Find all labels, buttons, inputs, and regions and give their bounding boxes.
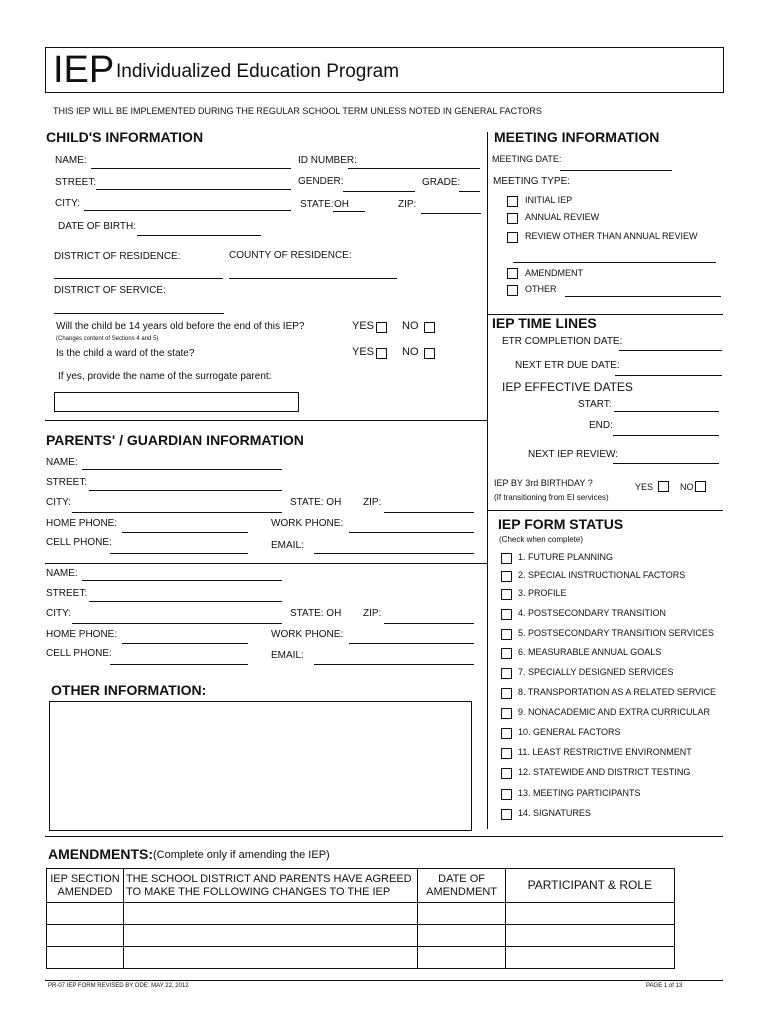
form-status-note: (Check when complete) xyxy=(499,535,584,544)
parent2-work-label: WORK PHONE: xyxy=(271,629,344,640)
status-item-label: 11. LEAST RESTRICTIVE ENVIRONMENT xyxy=(518,747,692,757)
next-etr-field[interactable] xyxy=(615,375,722,376)
parent2-home-label: HOME PHONE: xyxy=(46,629,118,640)
status-checkbox[interactable] xyxy=(501,789,512,800)
amendments-note: (Complete only if amending the IEP) xyxy=(153,849,330,861)
page-title: Individualized Education Program xyxy=(116,61,400,82)
col-date: DATE OF AMENDMENT xyxy=(418,869,505,903)
age14-yes-label: YES xyxy=(352,320,375,332)
column-divider xyxy=(487,132,488,829)
table-cell[interactable] xyxy=(418,903,505,925)
status-checkbox[interactable] xyxy=(501,688,512,699)
age14-note: (Changes content of Sections 4 and 5) xyxy=(56,336,159,342)
district-service-label: DISTRICT OF SERVICE: xyxy=(54,285,166,296)
dob-label: DATE OF BIRTH: xyxy=(58,221,136,232)
etr-completion-label: ETR COMPLETION DATE: xyxy=(502,336,623,347)
etr-completion-field[interactable] xyxy=(619,350,722,351)
parent1-zip-label: ZIP: xyxy=(363,497,382,508)
other-info-heading: OTHER INFORMATION: xyxy=(51,682,207,698)
parent2-street-field[interactable] xyxy=(89,601,282,602)
iep-logo-text: IEP xyxy=(53,49,115,91)
review-other-checkbox[interactable] xyxy=(507,232,518,243)
section-divider-bottom xyxy=(45,836,723,837)
section-divider-child xyxy=(45,420,487,421)
child-gender-field[interactable] xyxy=(343,191,415,192)
third-birthday-no-label: NO xyxy=(680,482,694,492)
section-divider-timelines xyxy=(487,510,723,511)
table-cell[interactable] xyxy=(418,925,505,947)
table-cell[interactable] xyxy=(123,925,418,947)
child-gender-label: GENDER: xyxy=(298,176,344,187)
status-item-label: 8. TRANSPORTATION AS A RELATED SERVICE xyxy=(518,687,717,697)
next-review-label: NEXT IEP REVIEW: xyxy=(528,449,619,460)
surrogate-label: If yes, provide the name of the surrogate parent: xyxy=(58,371,272,382)
child-state-field[interactable] xyxy=(333,211,365,212)
implementation-notice: THIS IEP WILL BE IMPLEMENTED DURING THE REGULAR SCHOOL TERM UNLESS NOTED IN GENERAL FACTORS xyxy=(53,106,542,116)
district-service-field[interactable] xyxy=(54,313,224,314)
table-cell[interactable] xyxy=(505,925,674,947)
child-grade-label: GRADE: xyxy=(422,177,461,188)
initial-iep-checkbox[interactable] xyxy=(507,196,518,207)
footer-page-number: PAGE 1 of 13 xyxy=(646,983,683,989)
annual-review-label: ANNUAL REVIEW xyxy=(525,212,600,222)
col-changes: THE SCHOOL DISTRICT AND PARENTS HAVE AGREED TO MAKE THE FOLLOWING CHANGES TO THE IEP xyxy=(123,869,418,903)
child-info-heading: CHILD'S INFORMATION xyxy=(46,129,204,145)
start-field[interactable] xyxy=(614,411,719,412)
child-id-label: ID NUMBER: xyxy=(298,155,357,166)
status-checkbox[interactable] xyxy=(501,668,512,679)
status-checkbox[interactable] xyxy=(501,648,512,659)
status-item-label: 3. PROFILE xyxy=(518,588,567,598)
status-checkbox[interactable] xyxy=(501,629,512,640)
parent1-city-field[interactable] xyxy=(72,512,282,513)
child-id-field[interactable] xyxy=(348,168,480,169)
parent1-home-field[interactable] xyxy=(122,532,248,533)
col-iep-section: IEP SECTION AMENDED xyxy=(47,869,124,903)
third-birthday-yes-checkbox[interactable] xyxy=(658,481,669,492)
parent2-name-field[interactable] xyxy=(82,580,282,581)
parent2-cell-label: CELL PHONE: xyxy=(46,648,112,659)
end-label: END: xyxy=(589,420,613,431)
table-row xyxy=(47,947,675,969)
child-zip-label: ZIP: xyxy=(398,199,417,210)
col-participant: PARTICIPANT & ROLE xyxy=(505,869,674,903)
ward-question: Is the child a ward of the state? xyxy=(56,348,195,359)
footer-rule xyxy=(45,980,723,981)
child-city-field[interactable] xyxy=(84,210,291,211)
review-other-field[interactable] xyxy=(513,262,716,263)
annual-review-checkbox[interactable] xyxy=(507,213,518,224)
age14-yes-checkbox[interactable] xyxy=(376,322,387,333)
surrogate-input[interactable] xyxy=(54,392,299,412)
parent1-street-label: STREET: xyxy=(46,477,88,488)
parent2-city-field[interactable] xyxy=(72,623,282,624)
child-state-value[interactable]: OH xyxy=(334,199,349,210)
parent1-name-label: NAME: xyxy=(46,457,78,468)
other-field[interactable] xyxy=(565,296,721,297)
parent1-work-label: WORK PHONE: xyxy=(271,518,344,529)
meeting-date-label: MEETING DATE: xyxy=(492,154,562,164)
parent2-email-label: EMAIL: xyxy=(271,650,304,661)
child-city-label: CITY: xyxy=(55,198,81,209)
effective-dates-label: IEP EFFECTIVE DATES xyxy=(502,380,633,394)
parent1-cell-field[interactable] xyxy=(110,553,248,554)
status-checkbox[interactable] xyxy=(501,748,512,759)
other-info-textarea[interactable] xyxy=(49,701,472,831)
county-residence-label: COUNTY OF RESIDENCE: xyxy=(229,250,352,261)
table-row xyxy=(47,925,675,947)
status-item-label: 12. STATEWIDE AND DISTRICT TESTING xyxy=(518,767,691,777)
initial-iep-label: INITIAL IEP xyxy=(525,195,573,205)
table-row xyxy=(47,903,675,925)
amendments-heading: AMENDMENTS: xyxy=(48,846,153,862)
age14-no-checkbox[interactable] xyxy=(424,322,435,333)
third-birthday-yes-label: YES xyxy=(635,482,654,492)
ward-yes-checkbox[interactable] xyxy=(376,348,387,359)
meeting-info-heading: MEETING INFORMATION xyxy=(494,129,660,145)
amendment-label: AMENDMENT xyxy=(525,268,583,278)
parents-heading: PARENTS' / GUARDIAN INFORMATION xyxy=(46,432,304,448)
other-label: OTHER xyxy=(525,284,557,294)
other-checkbox[interactable] xyxy=(507,285,518,296)
status-item-label: 1. FUTURE PLANNING xyxy=(518,552,614,562)
parent1-work-field[interactable] xyxy=(349,532,474,533)
ward-no-label: NO xyxy=(402,346,419,358)
table-cell[interactable] xyxy=(505,903,674,925)
parent1-email-field[interactable] xyxy=(314,553,474,554)
parent1-state-label: STATE: OH xyxy=(290,497,342,508)
parent2-street-label: STREET: xyxy=(46,588,88,599)
table-cell[interactable] xyxy=(123,903,418,925)
parent2-zip-label: ZIP: xyxy=(363,608,382,619)
child-zip-field[interactable] xyxy=(421,213,481,214)
parent2-cell-field[interactable] xyxy=(110,664,248,665)
table-cell[interactable] xyxy=(505,947,674,969)
age14-question: Will the child be 14 years old before the end of this IEP? xyxy=(56,321,305,332)
status-checkbox[interactable] xyxy=(501,809,512,820)
parent2-name-label: NAME: xyxy=(46,568,78,579)
status-checkbox[interactable] xyxy=(501,768,512,779)
amendments-table xyxy=(46,868,675,969)
status-item-label: 4. POSTSECONDARY TRANSITION xyxy=(518,608,667,618)
parent1-city-label: CITY: xyxy=(46,497,72,508)
child-state-label: STATE: xyxy=(300,199,334,210)
status-checkbox[interactable] xyxy=(501,609,512,620)
parent2-work-field[interactable] xyxy=(349,643,474,644)
table-cell[interactable] xyxy=(47,925,124,947)
timelines-heading: IEP TIME LINES xyxy=(492,315,597,331)
review-other-label: REVIEW OTHER THAN ANNUAL REVIEW xyxy=(525,231,698,241)
status-item-label: 9. NONACADEMIC AND EXTRA CURRICULAR xyxy=(518,707,711,717)
child-name-label: NAME: xyxy=(55,155,87,166)
parent1-email-label: EMAIL: xyxy=(271,540,304,551)
parent1-name-field[interactable] xyxy=(82,469,282,470)
child-street-field[interactable] xyxy=(96,189,291,190)
parent1-street-field[interactable] xyxy=(89,490,282,491)
end-field[interactable] xyxy=(613,435,719,436)
status-checkbox[interactable] xyxy=(501,589,512,600)
county-residence-field[interactable] xyxy=(229,278,397,279)
table-cell[interactable] xyxy=(123,947,418,969)
status-item-label: 2. SPECIAL INSTRUCTIONAL FACTORS xyxy=(518,570,686,580)
district-residence-label: DISTRICT OF RESIDENCE: xyxy=(54,251,181,262)
status-item-label: 7. SPECIALLY DESIGNED SERVICES xyxy=(518,667,674,677)
status-checkbox[interactable] xyxy=(501,553,512,564)
next-review-field[interactable] xyxy=(613,463,719,464)
meeting-type-label: MEETING TYPE: xyxy=(493,176,571,187)
parent1-home-label: HOME PHONE: xyxy=(46,518,118,529)
ward-no-checkbox[interactable] xyxy=(424,348,435,359)
dob-field[interactable] xyxy=(137,235,261,236)
child-street-label: STREET: xyxy=(55,177,97,188)
third-birthday-no-checkbox[interactable] xyxy=(695,481,706,492)
parent-divider xyxy=(45,563,487,564)
parent2-state-label: STATE: OH xyxy=(290,608,342,619)
amendment-checkbox[interactable] xyxy=(507,268,518,279)
table-cell[interactable] xyxy=(47,903,124,925)
table-cell[interactable] xyxy=(418,947,505,969)
status-checkbox[interactable] xyxy=(501,708,512,719)
parent1-cell-label: CELL PHONE: xyxy=(46,537,112,548)
child-name-field[interactable] xyxy=(91,168,291,169)
child-grade-field[interactable] xyxy=(459,191,480,192)
footer-form-id: PR-07 IEP FORM REVISED BY ODE: MAY 22, 2012 xyxy=(48,983,189,989)
next-etr-label: NEXT ETR DUE DATE: xyxy=(515,360,620,371)
form-status-heading: IEP FORM STATUS xyxy=(498,516,624,532)
status-checkbox[interactable] xyxy=(501,728,512,739)
status-item-label: 6. MEASURABLE ANNUAL GOALS xyxy=(518,647,662,657)
meeting-date-field[interactable] xyxy=(560,170,672,171)
parent2-email-field[interactable] xyxy=(314,664,474,665)
status-checkbox[interactable] xyxy=(501,571,512,582)
parent2-zip-field[interactable] xyxy=(384,623,474,624)
age14-no-label: NO xyxy=(402,320,419,332)
status-item-label: 14. SIGNATURES xyxy=(518,808,591,818)
ward-yes-label: YES xyxy=(352,346,375,358)
table-cell[interactable] xyxy=(47,947,124,969)
status-item-label: 5. POSTSECONDARY TRANSITION SERVICES xyxy=(518,628,714,638)
transition-note: (If transitioning from EI services) xyxy=(494,493,609,502)
parent2-home-field[interactable] xyxy=(122,643,248,644)
third-birthday-label: IEP BY 3rd BIRTHDAY ? xyxy=(494,478,593,488)
start-label: START: xyxy=(578,399,612,410)
parent1-zip-field[interactable] xyxy=(384,512,474,513)
parent2-city-label: CITY: xyxy=(46,608,72,619)
district-residence-field[interactable] xyxy=(54,278,223,279)
status-item-label: 13. MEETING PARTICIPANTS xyxy=(518,788,641,798)
status-item-label: 10. GENERAL FACTORS xyxy=(518,727,621,737)
